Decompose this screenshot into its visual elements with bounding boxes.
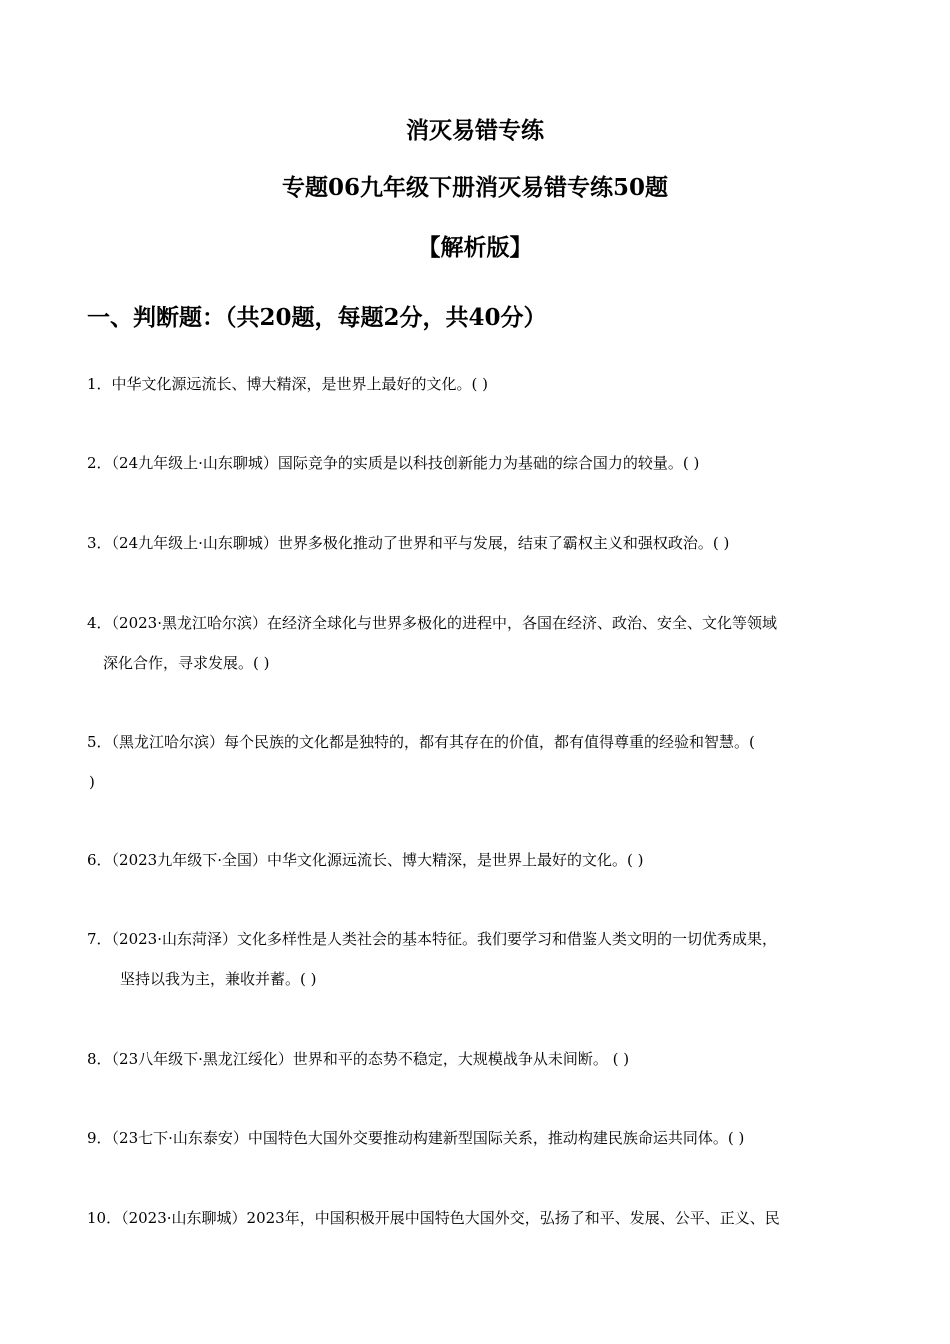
question-item (87, 603, 867, 683)
question-text: 1．中华文化源远流长、博大精深，是世界上最好的文化。( ) (87, 375, 489, 393)
question-item (87, 1039, 867, 1079)
section-heading: 一、判断题：（共20题，每题2分，共40分） (87, 304, 547, 331)
question-text: 4．（2023·黑龙江哈尔滨）在经济全球化与世界多极化的进程中，各国在经济、政治、安全、文化等领域 (87, 614, 777, 632)
question-item (87, 919, 867, 999)
question-item (87, 523, 867, 563)
question-item (87, 1118, 867, 1158)
question-item (87, 443, 867, 483)
question-text: 7．（2023·山东菏泽）文化多样性是人类社会的基本特征。我们要学习和借鉴人类文明的一切优秀成果， (87, 930, 777, 948)
question-text: 10．（2023·山东聊城）2023年，中国积极开展中国特色大国外交，弘扬了和平、发展、公平、正义、民 (87, 1209, 780, 1227)
question-text: 2．（24九年级上·山东聊城）国际竞争的实质是以科技创新能力为基础的综合国力的较量。( ) (87, 454, 700, 472)
question-text-continued: 深化合作，寻求发展。( ) (103, 654, 270, 672)
question-text: 5．（黑龙江哈尔滨）每个民族的文化都是独特的，都有其存在的价值，都有值得尊重的经验和智慧。( (87, 733, 755, 751)
document-title: 消灭易错专练 (406, 117, 544, 144)
question-text-continued: 坚持以我为主，兼收并蓄。( ) (120, 970, 317, 988)
question-item (87, 1198, 867, 1238)
question-item (87, 722, 867, 802)
question-text: 3．（24九年级上·山东聊城）世界多极化推动了世界和平与发展，结束了霸权主义和强权政治。( ) (87, 534, 730, 552)
question-text: 9．（23七下·山东泰安）中国特色大国外交要推动构建新型国际关系，推动构建民族命运共同体。( ) (87, 1129, 745, 1147)
question-item (87, 840, 867, 880)
question-item (87, 364, 867, 404)
document-edition-label: 【解析版】 (417, 234, 533, 261)
document-subtitle: 专题06九年级下册消灭易错专练50题 (281, 174, 668, 201)
question-text: 6．（2023九年级下·全国）中华文化源远流长、博大精深，是世界上最好的文化。( ) (87, 851, 644, 869)
question-text: 8．（23八年级下·黑龙江绥化）世界和平的态势不稳定，大规模战争从未间断。 ( ) (87, 1050, 630, 1068)
question-text-continued: ) (89, 773, 95, 791)
